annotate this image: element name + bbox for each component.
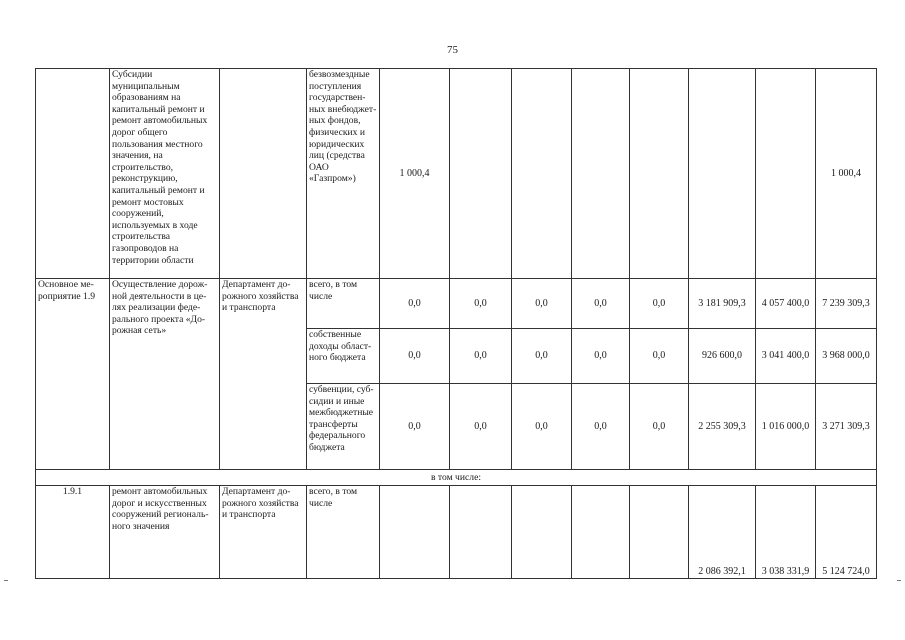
value-cell [630, 69, 689, 279]
value-cell: 926 600,0 [689, 329, 756, 384]
value-cell [380, 486, 450, 579]
funding-source-cell: всего, в том числе [307, 486, 380, 579]
value-cell: 0,0 [630, 329, 689, 384]
measure-name-cell: Субсидии муниципальным образованиям на капитальный ремонт и ремонт автомобильных дорог общего пользования местного значения, на строительство, реконструкцию, капитальный ремонт и ремонт мостовых сооружений, используемых в ходе строительства газопроводов на территории области [110, 69, 220, 279]
table-row [36, 486, 877, 579]
total-cell: 5 124 724,0 [816, 486, 877, 579]
value-cell [689, 69, 756, 279]
scan-edge-mark [4, 580, 8, 581]
total-cell: 3 271 309,3 [816, 384, 877, 470]
funding-source-cell: безвозмездные поступления государствен-ных внебюджет-ных фондов, физических и юридических лиц (средства ОАО «Газпром») [307, 69, 380, 279]
value-cell: 0,0 [380, 329, 450, 384]
code-cell: Основное ме-роприятие 1.9 [36, 279, 110, 470]
value-cell: 2 255 309,3 [689, 384, 756, 470]
value-cell [512, 486, 572, 579]
measure-name-cell: Осуществление дорож-ной деятельности в це-лях реализации феде-рального проекта «До-рожная сеть» [110, 279, 220, 470]
value-cell [450, 69, 512, 279]
value-cell: 0,0 [572, 279, 630, 329]
executor-cell: Департамент до-рожного хозяйства и транспорта [220, 279, 307, 470]
value-cell: 0,0 [450, 329, 512, 384]
value-cell: 1 000,4 [380, 69, 450, 279]
funding-source-cell: субвенции, суб-сидии и иные межбюджетные трансферты федерального бюджета [307, 384, 380, 470]
funding-source-cell: собственные доходы област-ного бюджета [307, 329, 380, 384]
value-cell [572, 486, 630, 579]
code-cell: 1.9.1 [36, 486, 110, 579]
page-number: 75 [447, 44, 458, 56]
funding-source-cell: всего, в том числе [307, 279, 380, 329]
value-cell: 2 086 392,1 [689, 486, 756, 579]
value-cell: 0,0 [380, 279, 450, 329]
table-row [36, 470, 877, 486]
value-cell: 3 041 400,0 [756, 329, 816, 384]
value-cell: 0,0 [630, 279, 689, 329]
value-cell: 3 181 909,3 [689, 279, 756, 329]
value-cell: 0,0 [450, 384, 512, 470]
subheader-cell: в том числе: [36, 470, 877, 486]
value-cell: 4 057 400,0 [756, 279, 816, 329]
executor-cell [220, 69, 307, 279]
value-cell: 0,0 [512, 329, 572, 384]
value-cell: 0,0 [512, 279, 572, 329]
total-cell: 7 239 309,3 [816, 279, 877, 329]
value-cell: 0,0 [572, 329, 630, 384]
value-cell: 0,0 [450, 279, 512, 329]
total-cell: 3 968 000,0 [816, 329, 877, 384]
scan-edge-mark [897, 580, 901, 581]
value-cell [756, 69, 816, 279]
value-cell [630, 486, 689, 579]
value-cell: 0,0 [512, 384, 572, 470]
total-cell: 1 000,4 [816, 69, 877, 279]
value-cell: 0,0 [630, 384, 689, 470]
table-row [36, 69, 877, 279]
value-cell [450, 486, 512, 579]
value-cell [512, 69, 572, 279]
value-cell: 3 038 331,9 [756, 486, 816, 579]
budget-table [35, 68, 877, 579]
value-cell: 0,0 [572, 384, 630, 470]
value-cell [572, 69, 630, 279]
table-row [36, 279, 877, 329]
code-cell [36, 69, 110, 279]
value-cell: 0,0 [380, 384, 450, 470]
value-cell: 1 016 000,0 [756, 384, 816, 470]
executor-cell: Департамент до-рожного хозяйства и транспорта [220, 486, 307, 579]
measure-name-cell: ремонт автомобильных дорог и искусственных сооружений региональ-ного значения [110, 486, 220, 579]
